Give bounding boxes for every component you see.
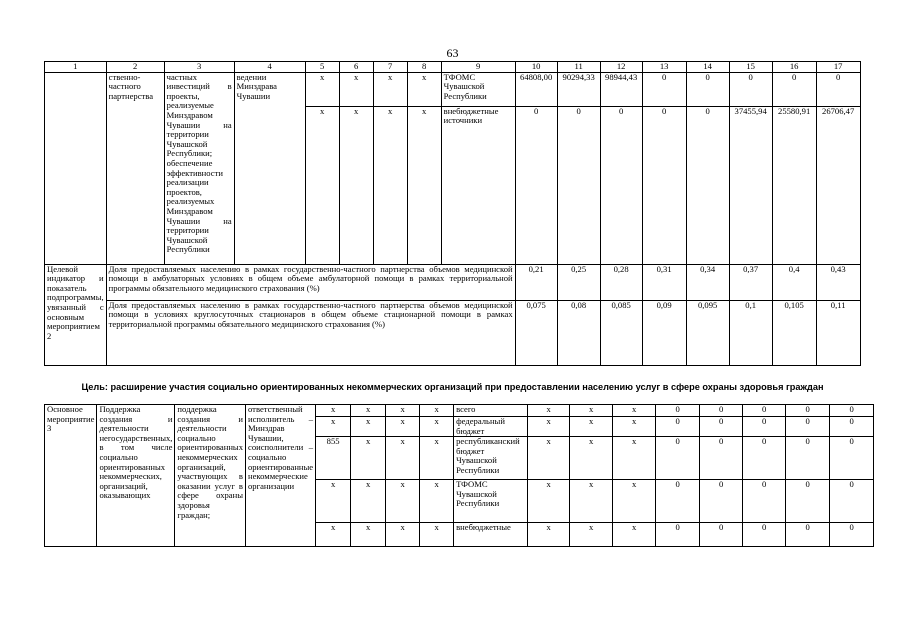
value-cell: 0,25 <box>557 264 600 300</box>
value-cell: 0 <box>700 405 743 417</box>
value-cell: 0 <box>515 106 557 264</box>
code-cell: x <box>420 417 454 437</box>
budget-table-measure3 <box>44 404 874 547</box>
value-cell: 0,09 <box>642 300 686 365</box>
col-header: 11 <box>557 62 600 73</box>
value-cell: 0 <box>786 405 830 417</box>
value-cell: x <box>613 417 656 437</box>
value-cell: 0 <box>743 480 786 523</box>
value-cell: 0 <box>656 480 700 523</box>
value-cell: 25580,91 <box>772 106 816 264</box>
indicator-text-cell: Доля предоставляемых населению в рамках государственно-частного партнерства объемов медицинской помощи в амбулаторных условиях в общем объеме амбулаторной помощи в рамках территориальной программы обязательного медицинского страхования (%) <box>106 264 515 300</box>
measure-label-cell: Основное мероприятие 3 <box>45 405 97 547</box>
code-cell: x <box>339 106 373 264</box>
value-cell: x <box>528 523 570 547</box>
page-number: 63 <box>446 46 459 60</box>
value-cell: 0 <box>729 72 772 106</box>
code-cell: x <box>420 523 454 547</box>
code-cell: x <box>316 417 351 437</box>
value-cell: x <box>613 480 656 523</box>
value-cell: 0 <box>830 480 874 523</box>
value-cell: 0 <box>700 480 743 523</box>
funding-source-cell: республиканский бюджет Чувашской Республики <box>454 437 528 480</box>
value-cell: 0,105 <box>772 300 816 365</box>
value-cell: 0 <box>786 523 830 547</box>
code-cell: x <box>407 72 441 106</box>
code-cell: x <box>305 106 339 264</box>
value-cell: 37455,94 <box>729 106 772 264</box>
value-cell: 64808,00 <box>515 72 557 106</box>
col-header: 3 <box>164 62 234 73</box>
measure-name-cell: Поддержка создания и деятельности негосударственных, в том числе социально ориентированных некоммерческих, организаций, оказывающих <box>97 405 175 547</box>
value-cell: 0,085 <box>600 300 642 365</box>
value-cell: 0 <box>600 106 642 264</box>
value-cell: x <box>528 417 570 437</box>
indicator-row <box>45 300 861 365</box>
value-cell: x <box>570 417 613 437</box>
value-cell: 0 <box>557 106 600 264</box>
indicator-label-cell: Целевой индикатор и показатель подпрограммы, увязанный с основным мероприятием 2 <box>45 264 107 365</box>
code-cell: x <box>351 405 386 417</box>
value-cell: 0,11 <box>816 300 860 365</box>
value-cell: 0 <box>786 437 830 480</box>
task-cell: поддержка создания и деятельности социально ориентированных некоммерческих организаций, участвующих в оказании услуг в сфере охраны здоровья граждан; <box>175 405 246 547</box>
code-cell: x <box>386 405 420 417</box>
value-cell: 98944,43 <box>600 72 642 106</box>
value-cell: 0,43 <box>816 264 860 300</box>
code-cell: x <box>386 417 420 437</box>
code-cell: x <box>420 405 454 417</box>
value-cell: 0 <box>656 417 700 437</box>
col-header: 2 <box>106 62 164 73</box>
budget-table-top <box>44 61 861 366</box>
value-cell: 0,28 <box>600 264 642 300</box>
value-cell: 0 <box>786 417 830 437</box>
value-cell: 0 <box>743 417 786 437</box>
col-header: 1 <box>45 62 107 73</box>
value-cell: 0 <box>786 480 830 523</box>
value-cell: 0,37 <box>729 264 772 300</box>
value-cell: 26706,47 <box>816 106 860 264</box>
col-header: 10 <box>515 62 557 73</box>
event-name-cell: ственно-частного партнерства <box>106 72 164 264</box>
col-header: 13 <box>642 62 686 73</box>
goal-heading: Цель: расширение участия социально ориентированных некоммерческих организаций при предоставлении населению услуг в сфере охраны здоровья граждан <box>81 382 824 392</box>
value-cell: 0 <box>656 523 700 547</box>
code-cell: x <box>373 72 407 106</box>
code-cell: x <box>351 417 386 437</box>
code-cell: x <box>351 523 386 547</box>
column-header-row <box>45 62 861 73</box>
value-cell: 0 <box>772 72 816 106</box>
code-cell: x <box>351 437 386 480</box>
code-cell: x <box>316 480 351 523</box>
value-cell: 0 <box>656 405 700 417</box>
col-header: 14 <box>686 62 729 73</box>
col-header: 17 <box>816 62 860 73</box>
value-cell: x <box>528 480 570 523</box>
value-cell: x <box>528 437 570 480</box>
value-cell: 0 <box>743 405 786 417</box>
funding-source-cell: ТФОМС Чувашской Республики <box>441 72 515 106</box>
value-cell: x <box>570 437 613 480</box>
code-cell: x <box>339 72 373 106</box>
code-cell: x <box>420 480 454 523</box>
value-cell: 0 <box>686 72 729 106</box>
value-cell: 0,31 <box>642 264 686 300</box>
col-header: 9 <box>441 62 515 73</box>
value-cell: 0,34 <box>686 264 729 300</box>
col-header: 16 <box>772 62 816 73</box>
value-cell: 0 <box>743 523 786 547</box>
task-cell: частных инвестиций в проекты, реализуемые Минздравом Чувашии на территории Чувашской Республики; обеспечение эффективности реализации проектов, реализуемых Минздравом Чувашии на территории Чувашской Республики <box>164 72 234 264</box>
funding-source-cell: ТФОМС Чувашской Республики <box>454 480 528 523</box>
code-cell: x <box>386 437 420 480</box>
value-cell: 0 <box>700 417 743 437</box>
value-cell: 0 <box>830 437 874 480</box>
value-cell: 0 <box>656 437 700 480</box>
executor-cell: ведении Минздрава Чувашии <box>234 72 305 264</box>
funding-source-cell: внебюджетные <box>454 523 528 547</box>
value-cell: 0 <box>642 72 686 106</box>
code-cell: 855 <box>316 437 351 480</box>
table-row <box>45 405 874 417</box>
funding-source-cell: федеральный бюджет <box>454 417 528 437</box>
value-cell: 0,21 <box>515 264 557 300</box>
code-cell: x <box>386 523 420 547</box>
col-header: 4 <box>234 62 305 73</box>
col-header: 5 <box>305 62 339 73</box>
empty-cell <box>45 72 107 264</box>
value-cell: 0,1 <box>729 300 772 365</box>
value-cell: 0,4 <box>772 264 816 300</box>
col-header: 15 <box>729 62 772 73</box>
value-cell: 0,08 <box>557 300 600 365</box>
value-cell: x <box>613 405 656 417</box>
value-cell: x <box>570 523 613 547</box>
table-row <box>45 72 861 106</box>
code-cell: x <box>305 72 339 106</box>
value-cell: 0 <box>686 106 729 264</box>
value-cell: 0 <box>830 523 874 547</box>
funding-source-cell: всего <box>454 405 528 417</box>
executor-cell: ответственный исполнитель – Минздрав Чувашии, соисполнители – социально ориентированные некоммерческие организации <box>246 405 316 547</box>
value-cell: x <box>570 405 613 417</box>
value-cell: x <box>613 437 656 480</box>
value-cell: 0,095 <box>686 300 729 365</box>
code-cell: x <box>316 405 351 417</box>
value-cell: x <box>528 405 570 417</box>
value-cell: 0 <box>816 72 860 106</box>
col-header: 7 <box>373 62 407 73</box>
code-cell: x <box>407 106 441 264</box>
code-cell: x <box>373 106 407 264</box>
value-cell: x <box>613 523 656 547</box>
code-cell: x <box>351 480 386 523</box>
indicator-row <box>45 264 861 300</box>
value-cell: 0 <box>642 106 686 264</box>
value-cell: x <box>570 480 613 523</box>
value-cell: 0 <box>700 523 743 547</box>
funding-source-cell: внебюджетные источники <box>441 106 515 264</box>
value-cell: 90294,33 <box>557 72 600 106</box>
code-cell: x <box>316 523 351 547</box>
col-header: 12 <box>600 62 642 73</box>
value-cell: 0 <box>830 417 874 437</box>
col-header: 8 <box>407 62 441 73</box>
value-cell: 0,075 <box>515 300 557 365</box>
code-cell: x <box>420 437 454 480</box>
col-header: 6 <box>339 62 373 73</box>
code-cell: x <box>386 480 420 523</box>
value-cell: 0 <box>830 405 874 417</box>
value-cell: 0 <box>700 437 743 480</box>
indicator-text-cell: Доля предоставляемых населению в рамках государственно-частного партнерства объемов медицинской помощи в условиях круглосуточных стационаров в общем объеме стационарной помощи в рамках территориальной программы обязательного медицинского страхования (%) <box>106 300 515 365</box>
value-cell: 0 <box>743 437 786 480</box>
